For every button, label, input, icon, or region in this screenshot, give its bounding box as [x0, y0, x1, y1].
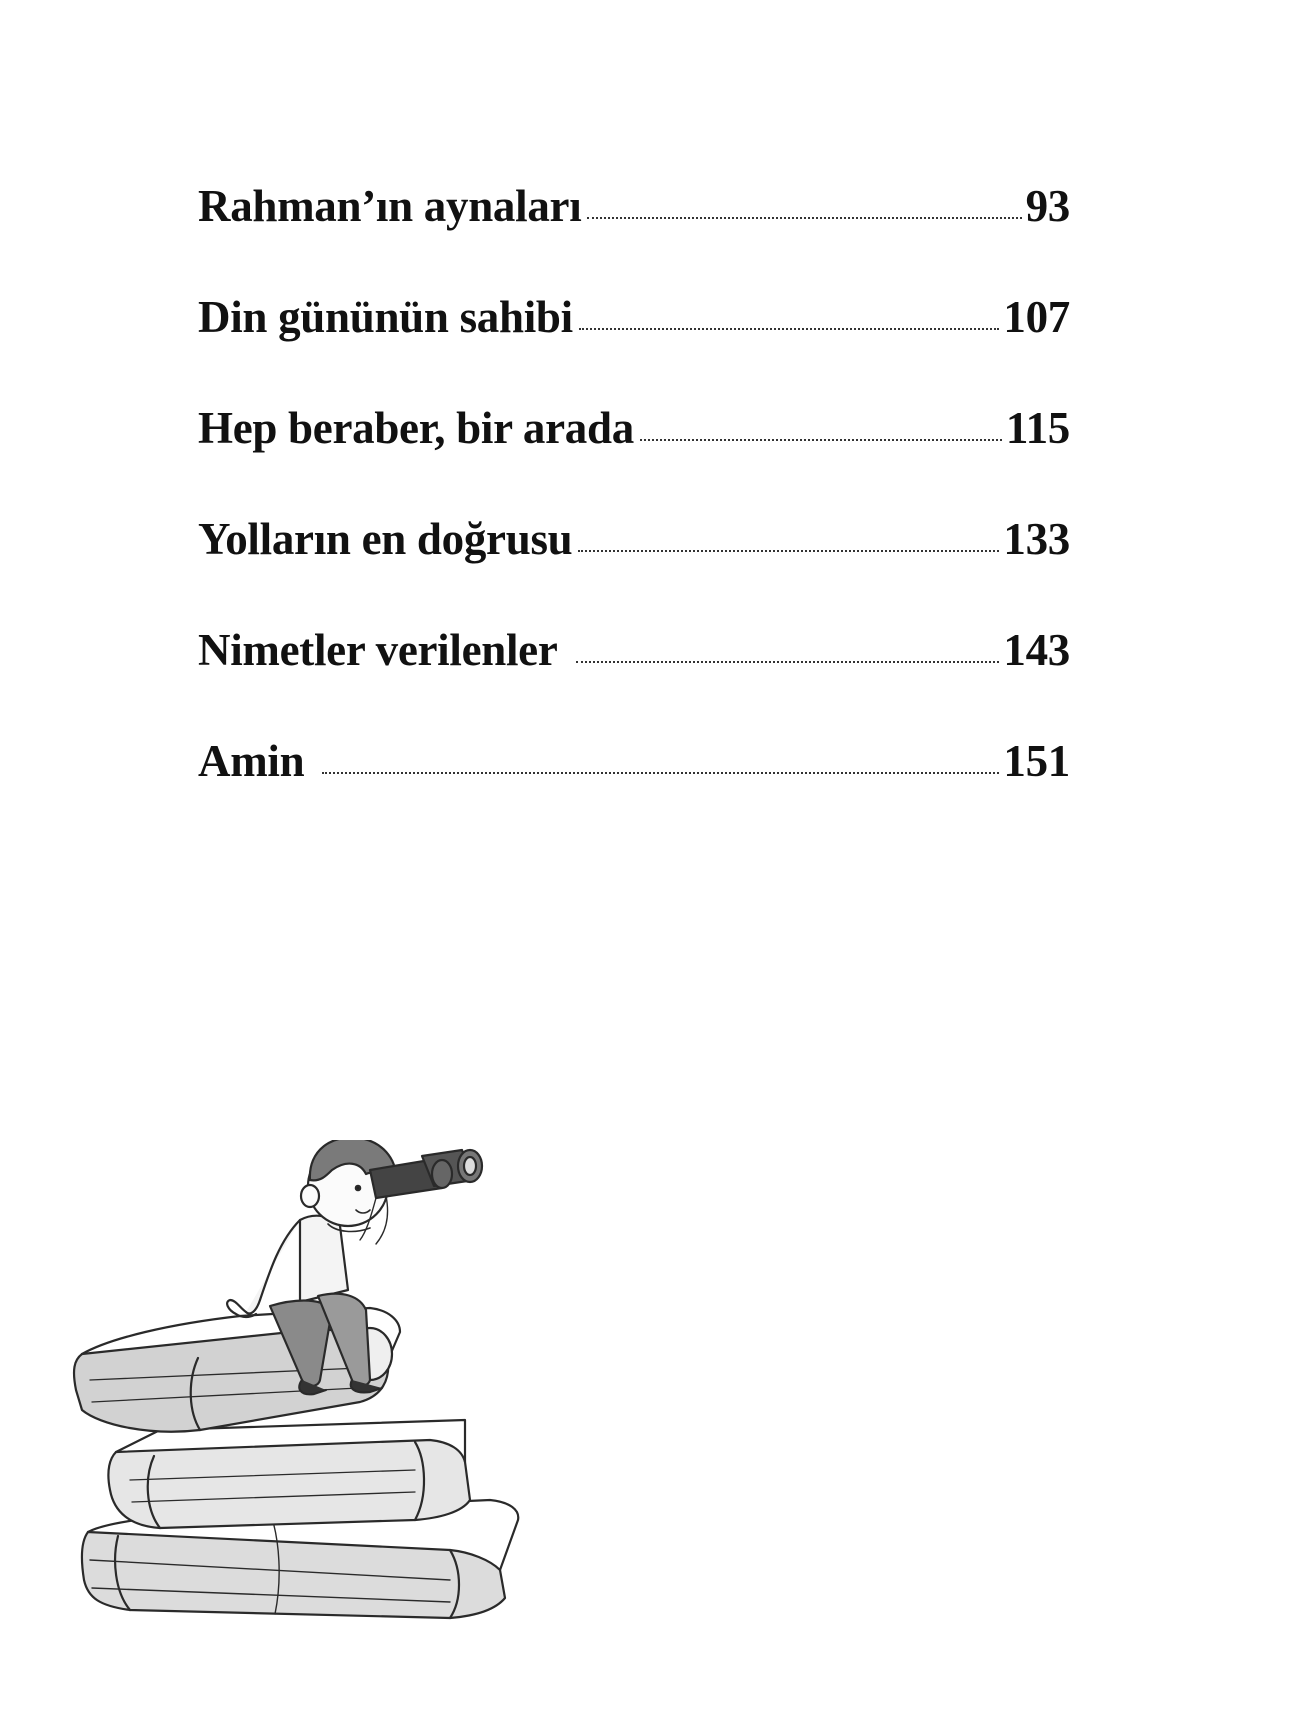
toc-entry-title: Nimetler verilenler	[198, 625, 558, 675]
table-of-contents	[198, 180, 1070, 846]
toc-dot-leader	[576, 661, 1000, 663]
toc-entry-title: Yolların en doğrusu	[198, 514, 573, 564]
toc-entry-title: Hep beraber, bir arada	[198, 403, 634, 453]
illustration-svg	[70, 1140, 590, 1640]
toc-dot-leader	[322, 772, 999, 774]
middle-book	[108, 1420, 470, 1528]
toc-entry[interactable]	[198, 180, 1070, 291]
toc-entry-page: 115	[1005, 403, 1070, 453]
toc-entry-page: 93	[1025, 181, 1070, 231]
toc-entry-page: 143	[1003, 625, 1070, 675]
toc-entry-title: Din gününün sahibi	[198, 292, 573, 342]
boy-with-binoculars-illustration	[70, 1140, 590, 1640]
toc-entry[interactable]	[198, 402, 1070, 513]
toc-dot-leader	[579, 328, 1000, 330]
toc-entry[interactable]	[198, 735, 1070, 846]
toc-entry[interactable]	[198, 291, 1070, 402]
toc-entry-title: Rahman’ın aynaları	[198, 181, 582, 231]
toc-entry[interactable]	[198, 513, 1070, 624]
toc-dot-leader	[640, 439, 1002, 441]
toc-entry-title: Amin	[198, 736, 305, 786]
toc-dot-leader	[587, 217, 1021, 219]
toc-entry-page: 133	[1003, 514, 1070, 564]
toc-entry-page: 107	[1003, 292, 1070, 342]
toc-entry-page: 151	[1003, 736, 1070, 786]
toc-dot-leader	[578, 550, 999, 552]
toc-entry[interactable]	[198, 624, 1070, 735]
